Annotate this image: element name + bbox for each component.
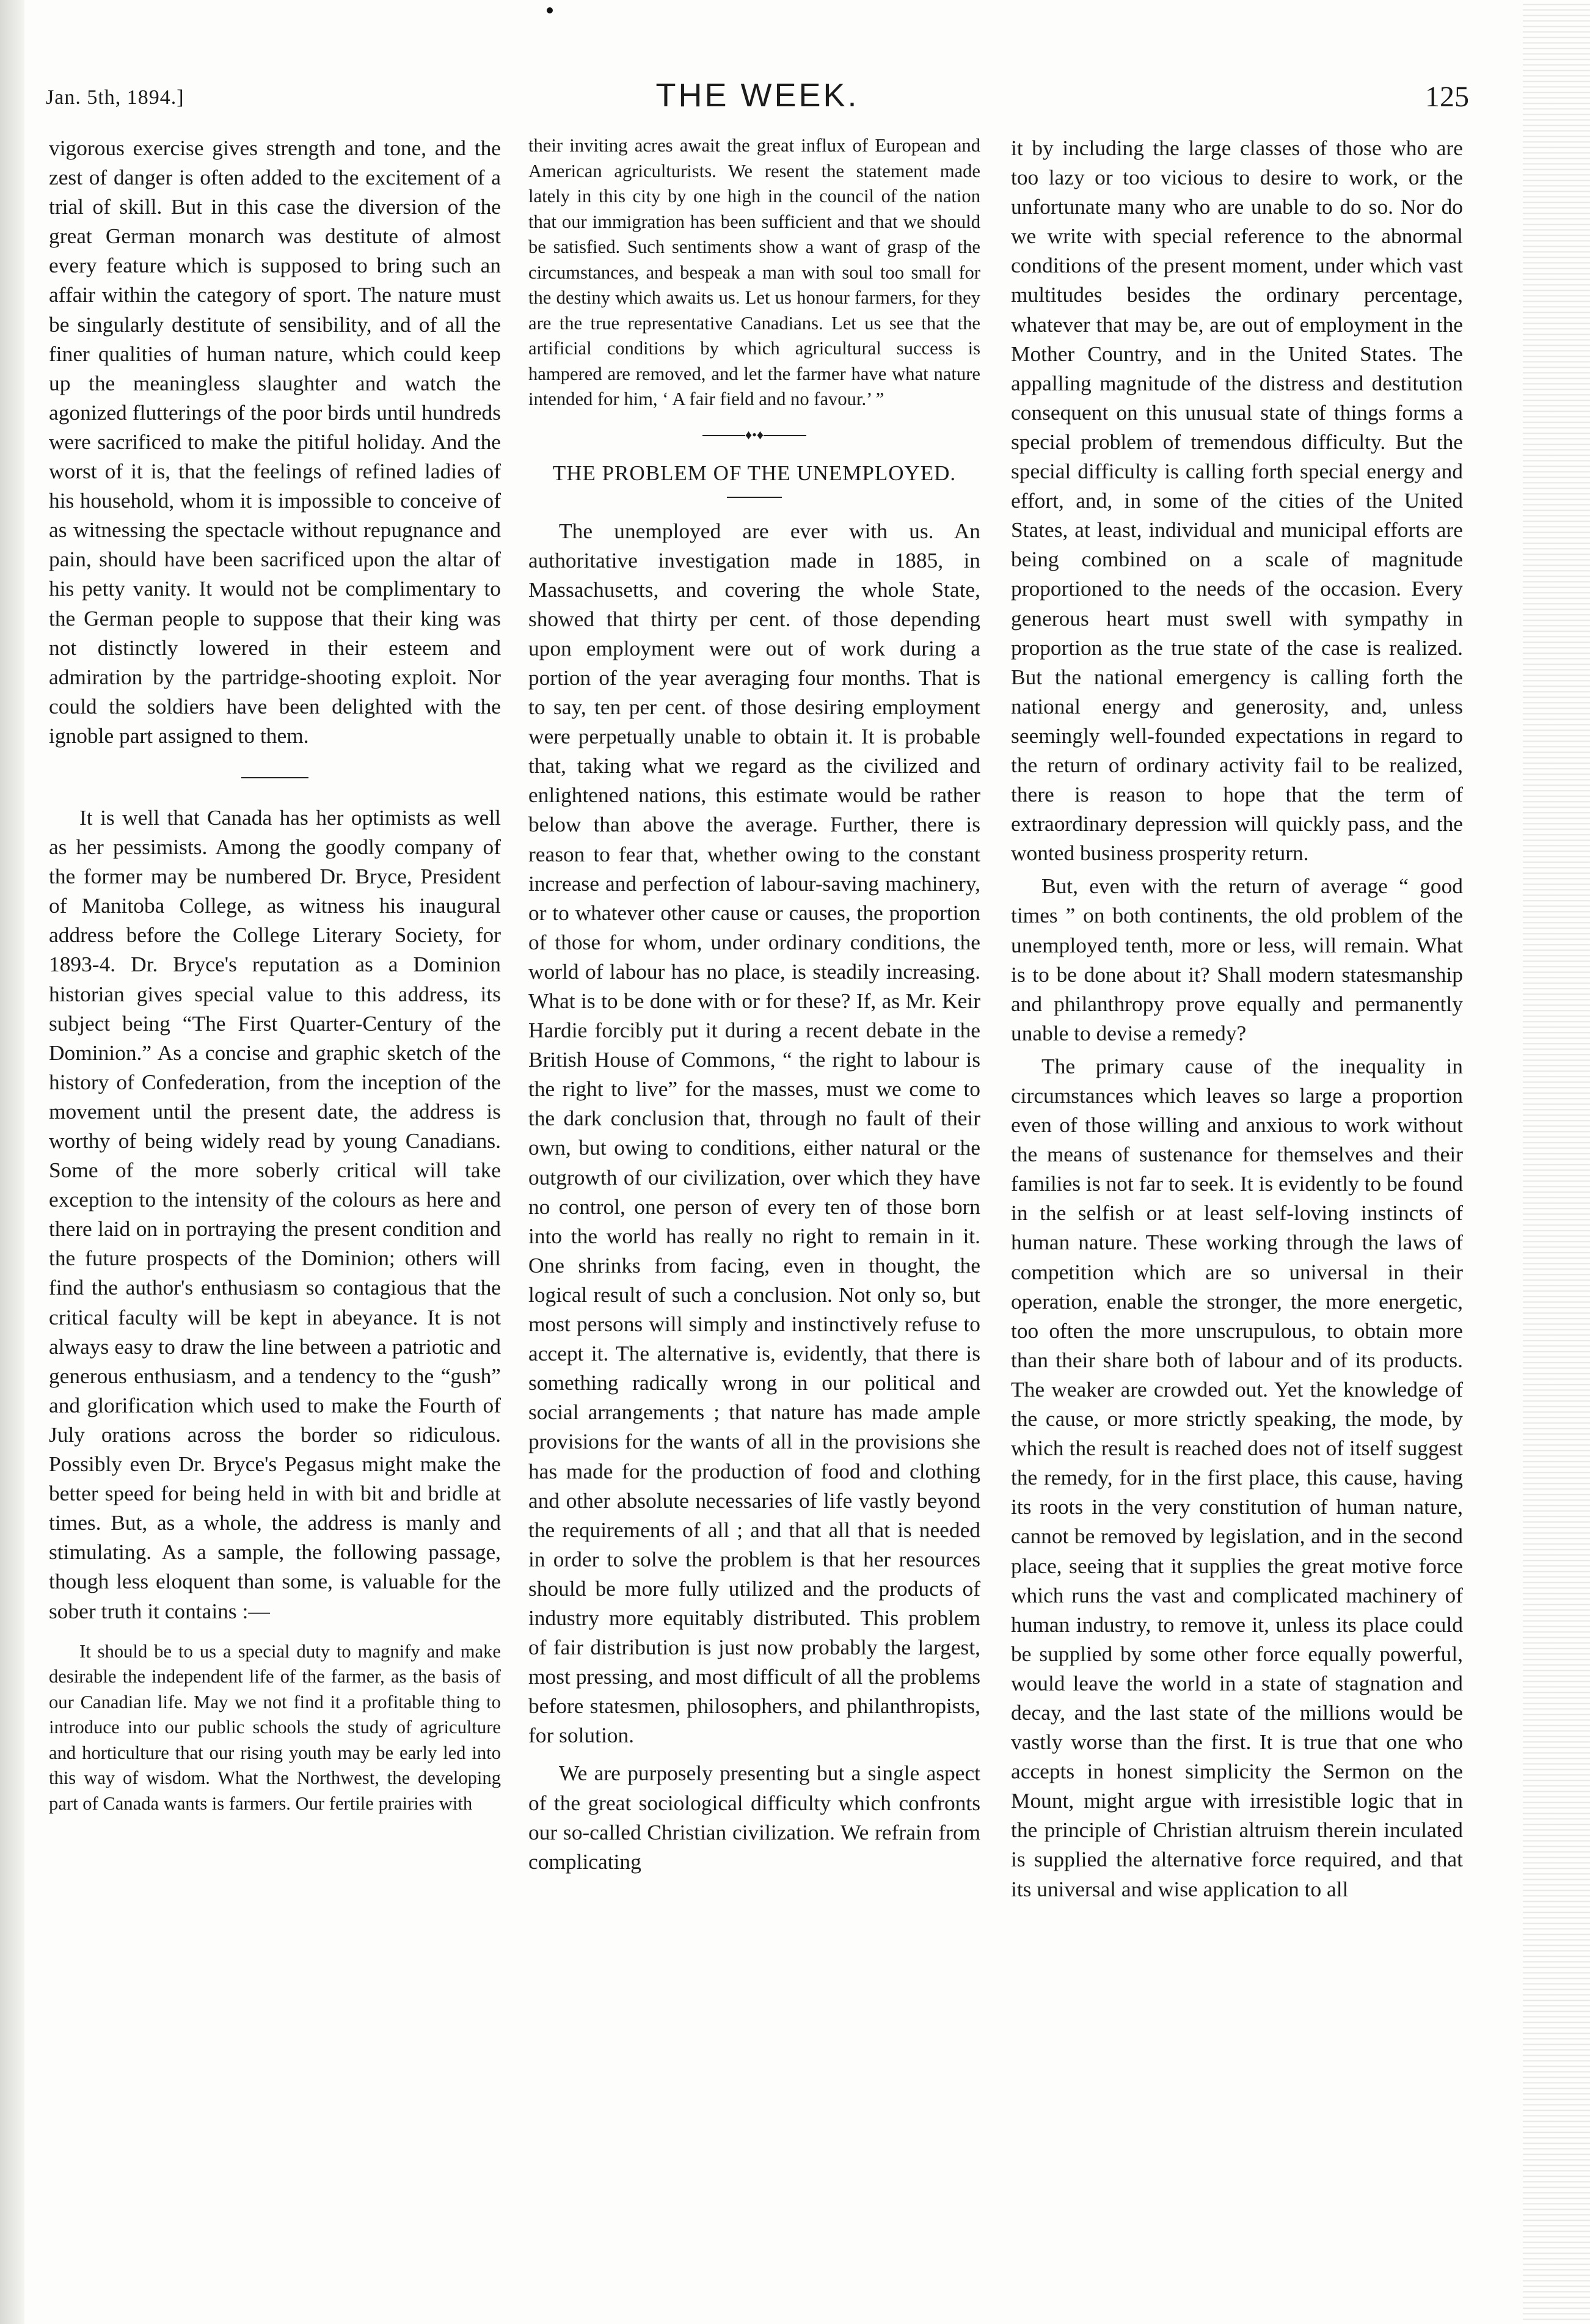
paragraph-sociological-aspect: We are purposely presenting but a single aspect of the great sociological difficulty which confronts our so-called Christian civilization. We refrain from complicating (528, 1761, 980, 1874)
quotation-farmers-continued: their inviting acres await the great influx of European and American agriculturists. We resent the statement made lately in this city by one high in the council of the nation that our immigration has been sufficient and that we should be satisfied. Such sentiments show a want of grasp of the circumstances, and bespeak a man with soul too small for the destiny which awaits us. Let us honour farmers, for they are the true representative Canadians. Let us see that the artificial conditions by which agricultural success is hampered are removed, and let the farmer have what nature intended for him, ‘ A fair field and no favour.’ ” (528, 135, 980, 409)
page-number: 125 (1425, 81, 1469, 113)
paragraph-primary-cause: The primary cause of the inequality in circumstances which leaves so large a proportion even of those willing and anxious to work without the means of sustenance for themselves and their families is not far to seek. It is evidently to be found in the selfish or at least self-loving instincts of human nature. These working through the laws of competition which are so universal in their operation, enable the stronger, the more energetic, too often the more unscrupulous, to obtain more than their share both of labour and of its products. The weaker are crowded out. Yet the knowledge of the cause, or more strictly speaking, the mode, by which the result is reached does not of itself suggest the remedy, for in the first place, this cause, having its roots in the very constitution of human nature, cannot be removed by legislation, and in the second place, seeing that it supplies the great motive force which runs the vast and complicated machinery of human industry, to remove it, unless its place could be supplied by some other force equally powerful, would leave the world in a state of stagnation and decay, and the last state of the millions would be vastly worse than the first. It is true that one who accepts in honest simplicity the Sermon on the Mount, might argue with irresistible logic that in the principle of Christian altruism therein inculated is supplied the alternative force required, and that its universal and wise application to all (1011, 1053, 1463, 1901)
column-left (49, 133, 501, 1816)
heading-rule (727, 497, 782, 498)
masthead: THE WEEK. (655, 77, 859, 114)
paragraph-unemployed-intro: The unemployed are ever with us. An authoritative investigation made in 1885, in Massachusetts, and covering the whole State, showed that thirty per cent. of those depending upon employment were out of work during a portion of the year averaging four months. That is to say, ten per cent. of those desiring employment were perpetually unable to obtain it. It is probable that, taking what we regard as the civilized and enlightened nations, this estimate would be rather below than above the average. Further, there is reason to fear that, whether owing to the constant increase and perfection of labour-saving machinery, or to whatever other cause or causes, the proportion of those for whom, under ordinary conditions, the world of labour has no place, is steadily increasing. What is to be done with or for these? If, as Mr. Keir Hardie forcibly put it during a recent debate in the British House of Commons, “ the right to labour is the right to live” for the masses, must we come to the dark conclusion that, through no fault of their own, but owing to conditions, either natural or the outgrowth of our civilization, over which they have no control, one person of every ten of those born into the world has really no right to remain in it. One shrinks from facing, even in thought, the logical result of such a conclusion. Not only so, but most persons will simply and instinctively refuse to accept it. The alternative is, evidently, that there is something radically wrong in our political and social arrangements ; that nature has made ample provisions for the wants of all in the provisions she has made for the production of food and clothing and other absolute necessaries of life vastly beyond the requirements of all ; and that all that is needed in order to solve the problem is that her resources should be more fully utilized and the products of industry more equitably distributed. This problem of fair distribution is just now probably the largest, most pressing, and most difficult of all the problems before statesmen, philosophers, and philanthropists, for solution. (528, 518, 980, 1748)
paragraph-special-difficulty: it by including the large classes of those who are too lazy or too vicious to desire to work, or the unfortunate many who are unable to do so. Nor do we write with special reference to the abnormal conditions of the present moment, under which vast multitudes besides the ordinary percentage, whatever that may be, are out of employment in the Mother Country, and in the United States. The appalling magnitude of the distress and destitution consequent on this unusual state of things forms a special problem of tremendous difficulty. But the special difficulty is calling forth special energy and effort, and, in some of the cities of the United States, at least, individual and municipal efforts are being combined on a scale of magnitude proportioned to the needs of the occasion. Every generous heart must swell with sympathy in proportion as the true state of the case is realized. But the national emergency is calling forth the national energy and generosity, and, unless seemingly well-founded expectations in regard to the return of ordinary activity fail to be realized, there is reason to hope that the term of extraordinary depression will quickly pass, and the wonted business prosperity return. (1011, 136, 1463, 866)
section-divider (241, 777, 308, 778)
quotation-farmers: It should be to us a special duty to magnify and make desirable the independent life of the farmer, as the basis of our Canadian life. May we not find it a profitable thing to introduce into our public schools the study of agriculture and horticulture that our rising youth may be early led into this way of wisdom. What the Northwest, the developing part of Canada wants is farmers. Our fertile prairies with (49, 1640, 501, 1814)
column-middle (528, 133, 980, 1876)
ink-dot (547, 7, 553, 13)
article-heading: THE PROBLEM OF THE UNEMPLOYED. (552, 461, 957, 485)
page-header (46, 76, 1469, 125)
paragraph-good-times: But, even with the return of average “ good times ” on both continents, the old problem of the unemployed tenth, more or less, will remain. What is to be done about it? Shall modern statesmanship and philanthropy prove equally and permanently unable to devise a remedy? (1011, 874, 1463, 1045)
binding-gutter (0, 0, 24, 2324)
issue-date: Jan. 5th, 1894.] (46, 86, 184, 109)
paragraph-kaiser-shooting: vigorous exercise gives strength and tone, and the zest of danger is often added to the excitement of a trial of skill. But in this case the diversion of the great German monarch was destitute of almost every feature which is supposed to bring such an affair within the category of sport. The nature must be singularly destitute of sensibility, and of all the finer qualities of human nature, which could keep up the meaningless slaughter and watch the agonized flutterings of the poor birds until hundreds were sacrificed to make the pitiful holiday. And the worst of it is, that the feelings of refined ladies of his household, whom it is impossible to conceive of as witnessing the spectacle without repugnance and pain, should have been sacrificed upon the altar of his petty vanity. It would not be complimentary to the German people to suppose that their king was not distinctly lowered in their esteem and admiration by the partridge-shooting exploit. Nor could the soldiers have been delighted with the ignoble part assigned to them. (49, 136, 501, 748)
page-edge (1523, 0, 1590, 2324)
column-right (1011, 133, 1463, 1904)
ornamental-divider: ♦•♦ (528, 426, 980, 444)
paragraph-bryce-address: It is well that Canada has her optimists as well as her pessimists. Among the goodly company of the former may be numbered Dr. Bryce, President of Manitoba College, as witness his inaugural address before the College Literary Society, for 1893-4. Dr. Bryce's reputation as a Dominion historian gives special value to this address, its subject being “The First Quarter-Century of the Dominion.” As a concise and graphic sketch of the history of Confederation, from the inception of the movement until the present date, the address is worthy of being widely read by young Canadians. Some of the more soberly critical will take exception to the intensity of the colours as here and there laid on in portraying the present condition and the future prospects of the Dominion; others will find the author's enthusiasm so contagious that the critical faculty will be kept in abeyance. It is not always easy to draw the line between a patriotic and generous enthusiasm, and a tendency to the “gush” and glorification which used to make the Fourth of July orations across the border so ridiculous. Possibly even Dr. Bryce's Pegasus might make the better speed for being held in with bit and bridle at times. But, as a whole, the address is manly and stimulating. As a sample, the following passage, though less eloquent than some, is valuable for the sober truth it contains :— (49, 805, 501, 1623)
